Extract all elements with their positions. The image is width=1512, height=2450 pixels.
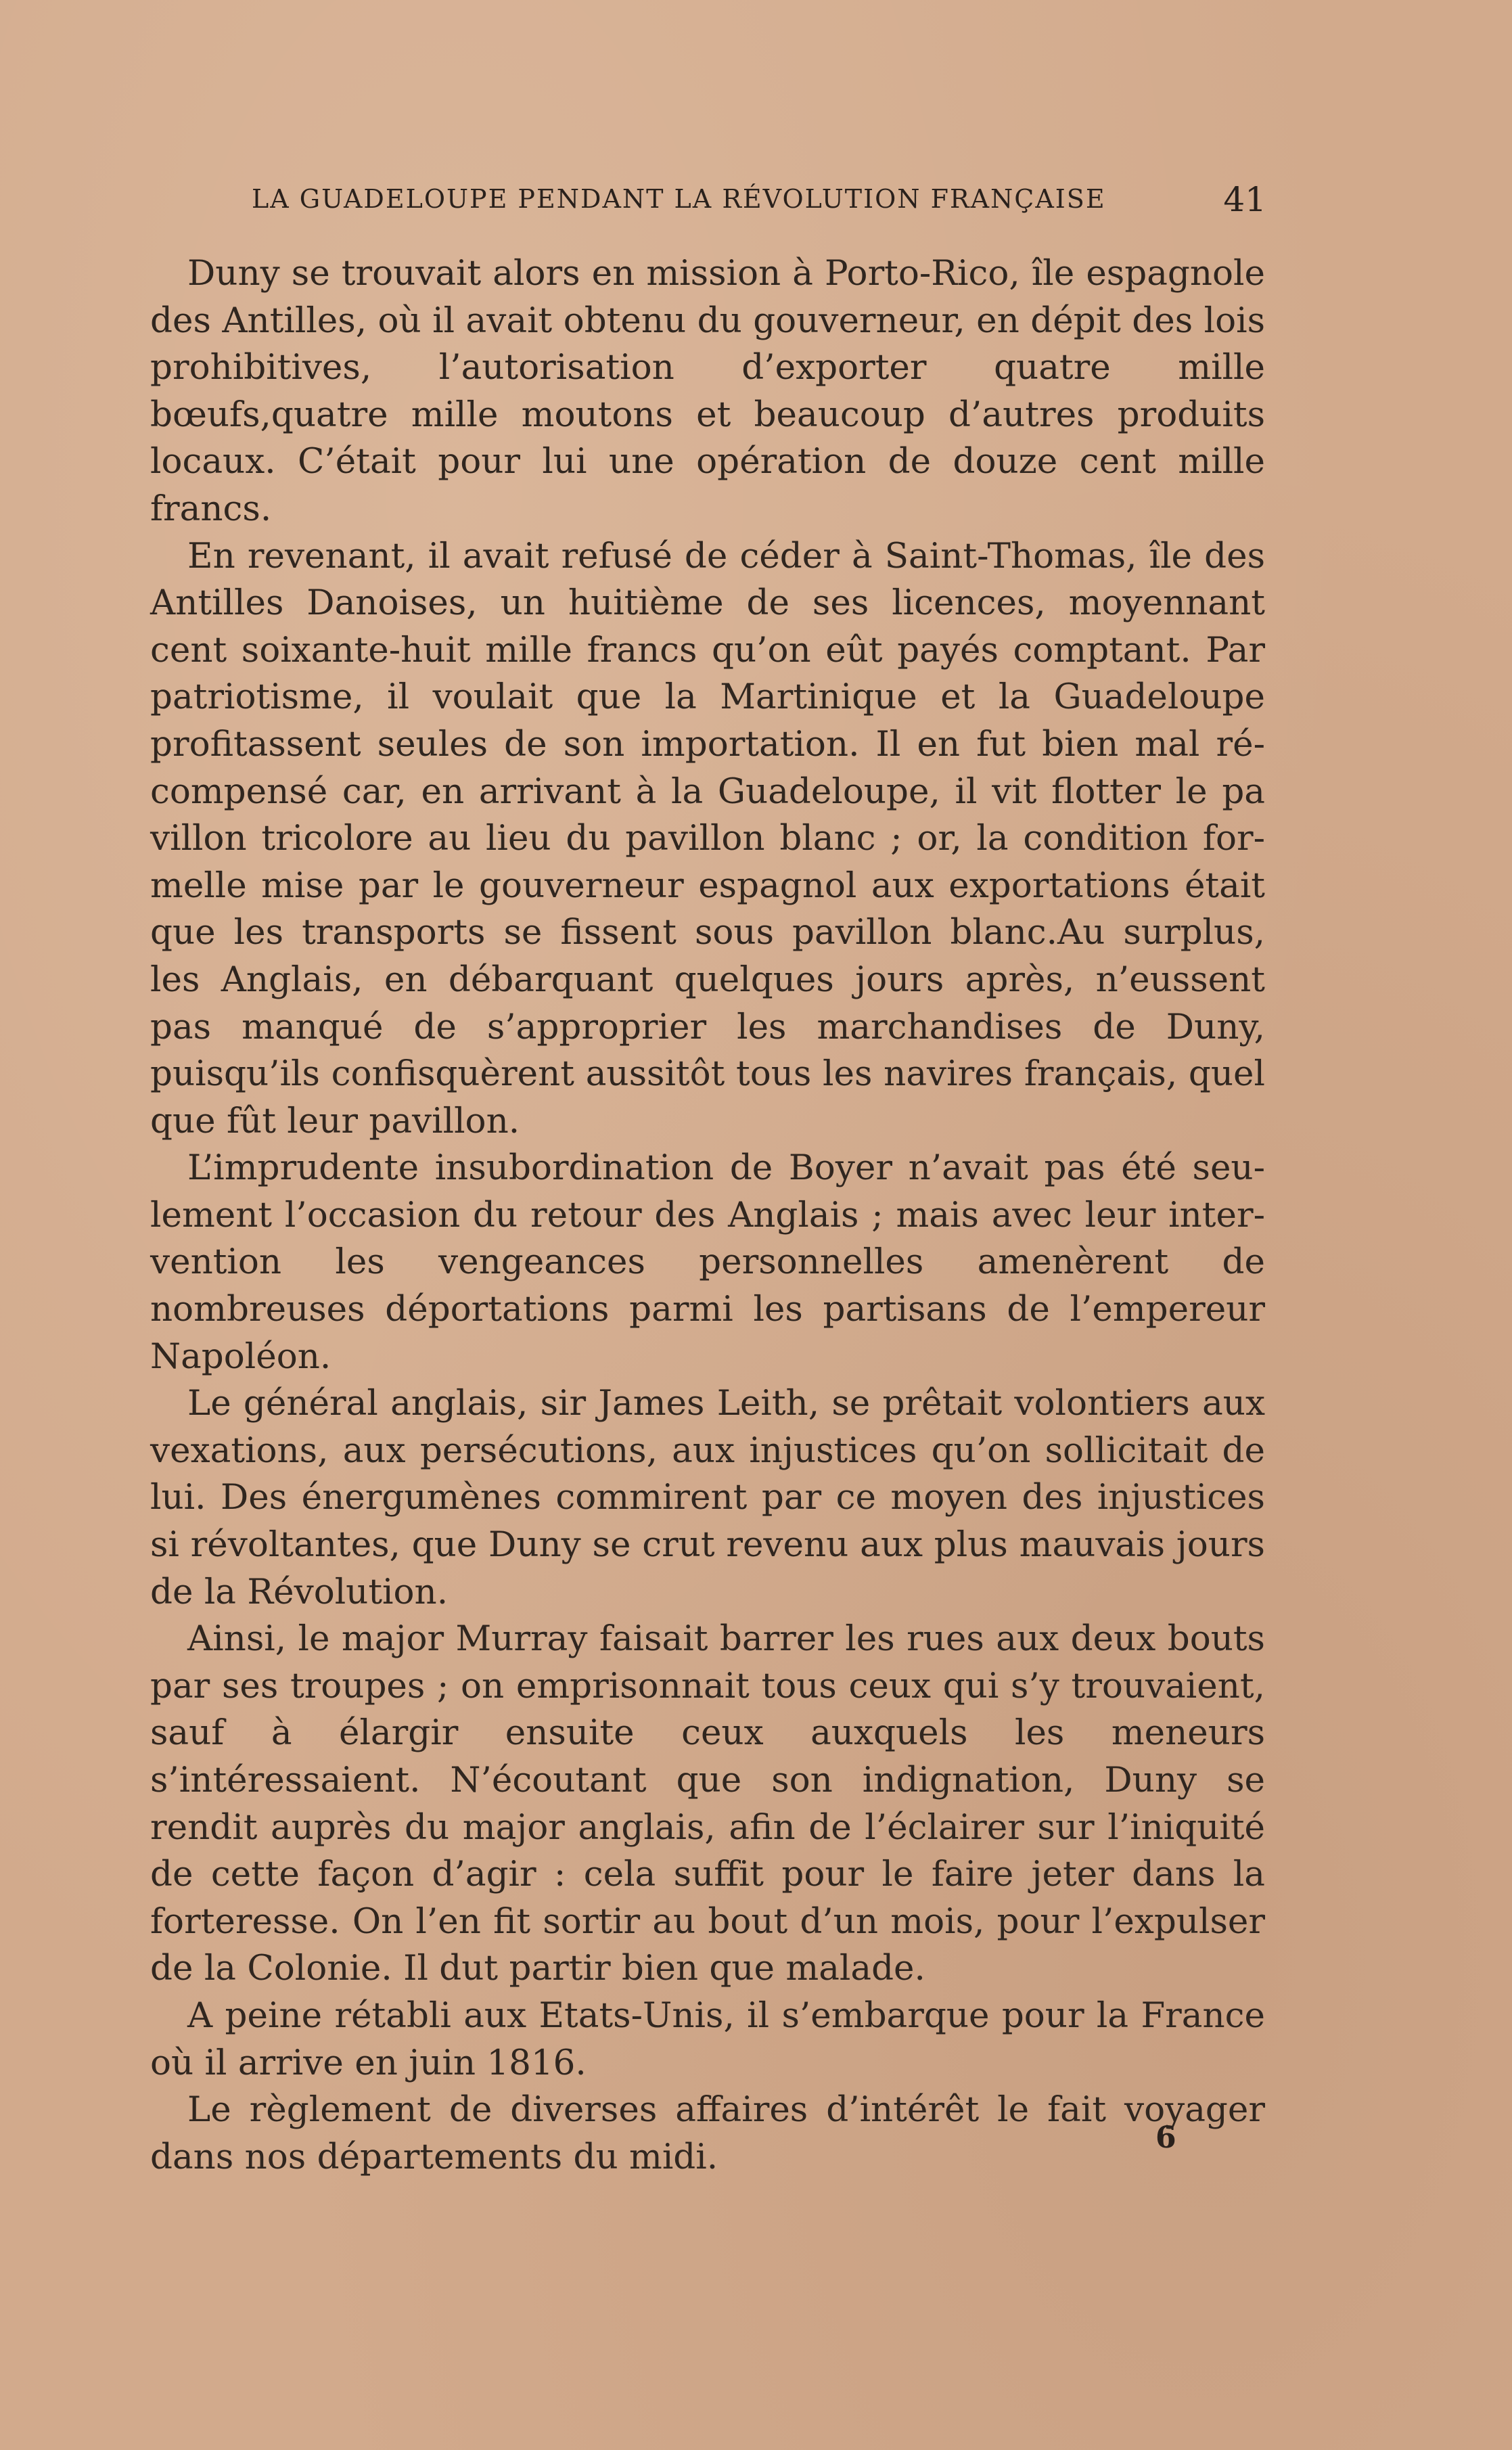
paragraph-5: Ainsi, le major Murray faisait barrer les rues aux deux bouts par ses troupes ; on emprisonnait tous ceux qui s’y trouvaient, sauf à élargir ensuite ceux auxquels les meneurs s’intéressaient. N’écoutant que son indignation, Duny se rendit auprès du major anglais, afin de l’éclairer sur l’iniquité de cette façon d’agir : cela suffit pour le faire jeter dans la forteresse. On l’en fit sortir au bout d’un mois, pour l’expulser de la Colonie. Il dut partir bien que malade. xyxy=(150,1618,1265,1989)
paragraph-4: Le général anglais, sir James Leith, se prêtait volontiers aux vexations, aux persécutions, aux injustices qu’on sollicitait de lui. Des énergumènes commirent par ce moyen des injustices si révoltantes, que Duny se crut revenu aux plus mauvais jours de la Révolution. xyxy=(150,1383,1265,1612)
paragraph-2: En revenant, il avait refusé de céder à Saint-Thomas, île des Antilles Danoises, un huitième de ses licences, moyennant cent soixante-huit mille francs qu’on eût payés comptant. Par patriotisme, il voulait que la Martinique et la Guadeloupe profitassent seules de son importation. Il en fut bien mal ré-compensé car, en arrivant à la Guadeloupe, il vit flotter le pa villon tricolore au lieu du pavillon blanc ; or, la condition for-melle mise par le gouverneur espagnol aux exportations était que les transports se fissent sous pavillon blanc.Au surplus, les Anglais, en débarquant quelques jours après, n’eussent pas manqué de s’approprier les marchandises de Duny, puisqu’ils confisquèrent aussitôt tous les navires français, quel que fût leur pavillon. xyxy=(150,535,1265,1141)
paragraph-7: Le règlement de diverses affaires d’intérêt le fait voyager dans nos départements du midi. xyxy=(150,2089,1265,2177)
paragraph-6: A peine rétabli aux Etats-Unis, il s’embarque pour la France où il arrive en juin 1816. xyxy=(150,1995,1265,2083)
paragraph-1: Duny se trouvait alors en mission à Porto-Rico, île espagnole des Antilles, où il avait obtenu du gouverneur, en dépit des lois prohibitives, l’autorisation d’exporter quatre mille bœufs,quatre mille moutons et beaucoup d’autres produits locaux. C’était pour lui une opération de douze cent mille francs. xyxy=(150,253,1265,529)
running-title: LA GUADELOUPE PENDANT LA RÉVOLUTION FRANÇAISE xyxy=(252,184,1106,214)
body-text xyxy=(150,250,1265,2181)
signature-mark: 6 xyxy=(1155,2120,1176,2155)
running-head xyxy=(252,180,1266,225)
paragraph-3: L’imprudente insubordination de Boyer n’avait pas été seu-lement l’occasion du retour des Anglais ; mais avec leur inter-vention les vengeances personnelles amenèrent de nombreuses déportations parmi les partisans de l’empereur Napoléon. xyxy=(150,1148,1265,1377)
page-number: 41 xyxy=(1223,180,1266,219)
